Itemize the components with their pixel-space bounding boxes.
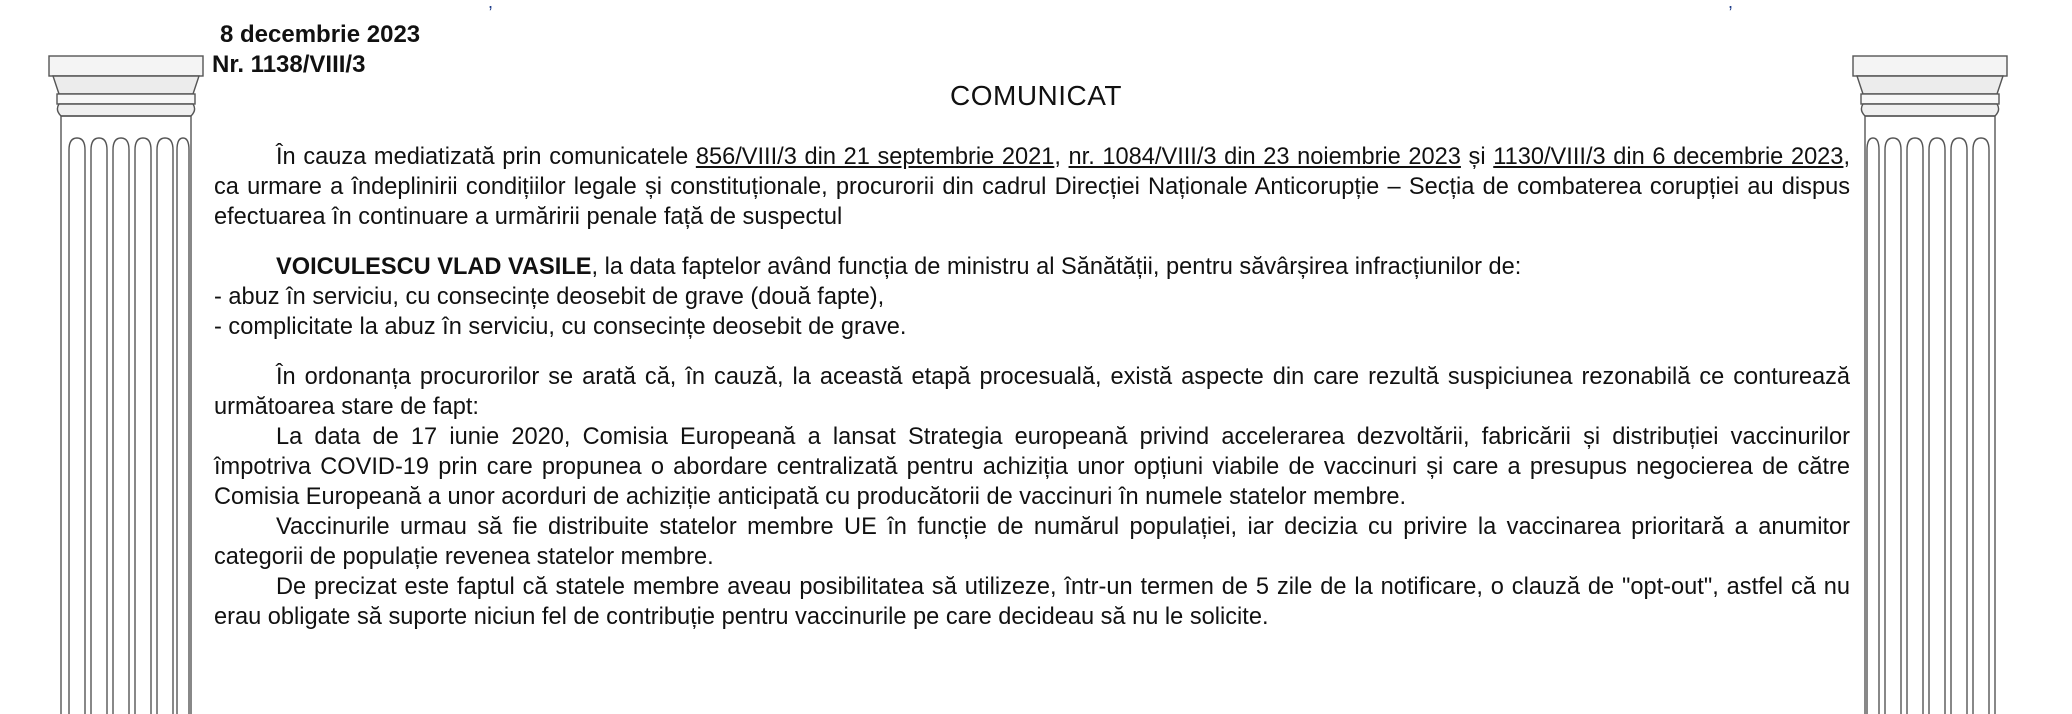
text-span: , la data faptelor având funcția de ministru al Sănătății, pentru săvârșirea infracțiunilor de:: [591, 254, 1522, 280]
spacer: [214, 342, 1850, 362]
suspect-name: VOICULESCU VLAD VASILE: [276, 254, 592, 280]
paragraph-distribution: Vaccinurile urmau să fie distribuite statelor membre UE în funcție de numărul populației, iar decizia cu privire la vaccinarea prioritară a anumitor categorii de populație revenea statelor membre.: [214, 514, 1850, 570]
paragraph-strategy: La data de 17 iunie 2020, Comisia Europeană a lansat Strategia europeană privind accelerarea dezvoltării, fabricării și distribuției vaccinurilor împotriva COVID-19 prin care propunea o abordare centralizată pentru achiziția unor opțiuni viabile de vaccinuri și care a presupus negocierea de către Comisia Europeană a unor acorduri de achiziție anticipată cu producătorii de vaccinuri în numele statelor membre.: [214, 424, 1850, 510]
document-title: COMUNICAT: [950, 80, 1122, 111]
header-decoration: , ,: [488, 0, 1734, 12]
text-span: și: [1460, 144, 1494, 170]
paragraph-ordinance: În ordonanța procurorilor se arată că, în cauză, la această etapă procesuală, există aspecte din care rezultă suspiciunea rezonabilă ce conturează următoarea stare de fapt:: [214, 364, 1850, 420]
left-column-icon: [47, 54, 205, 714]
paragraph-intro: [214, 142, 1850, 232]
paragraph-opt-out: De precizat este faptul că statele membre aveau posibilitatea să utilizeze, într-un termen de 5 zile de la notificare, o clauză de "opt-out", astfel că nu erau obligate să suporte niciun fel de contribuție pentru vaccinurile pe care decideau să nu le solicite.: [214, 574, 1850, 630]
communique-link-1084[interactable]: nr. 1084/VIII/3 din 23 noiembrie 2023: [1068, 144, 1461, 170]
document-number: Nr. 1138/VIII/3: [212, 51, 366, 78]
right-column-icon: [1851, 54, 2009, 714]
communique-link-1130[interactable]: 1130/VIII/3 din 6 decembrie 2023: [1493, 144, 1844, 170]
communique-link-856[interactable]: 856/VIII/3 din 21 septembrie 2021: [695, 144, 1055, 170]
text-span: ,: [1054, 144, 1069, 170]
offense-item-1: - abuz în serviciu, cu consecințe deosebit de grave (două fapte),: [214, 284, 885, 310]
offense-item-2: - complicitate la abuz în serviciu, cu consecințe deosebit de grave.: [214, 314, 907, 340]
spacer: [214, 232, 1850, 252]
document-meta: [212, 20, 420, 80]
text-span: , ca urmare a îndeplinirii condițiilor legale și constituționale, procurorii din cadrul Direcției Naționale Anticorupție – Secția de combaterea corupției au dispus efectuarea în continuare a urmăririi penale față de suspectul: [214, 144, 1850, 230]
document-body: [214, 142, 1850, 632]
text-span: În cauza mediatizată prin comunicatele: [276, 144, 696, 170]
paragraph-suspect: [214, 252, 1850, 282]
document-date: 8 decembrie 2023: [220, 21, 421, 48]
